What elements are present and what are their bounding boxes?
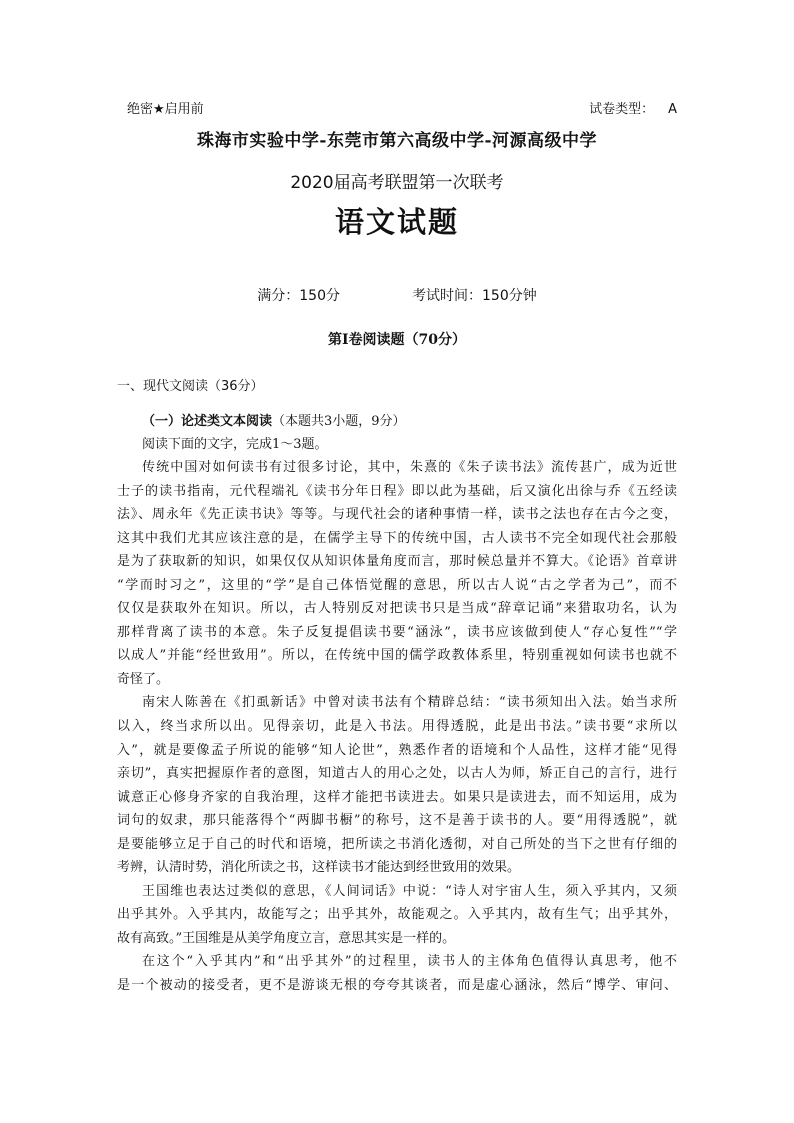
text-line: 那样背离了读书的本意。朱子反复提倡读书要“涵泳”，读书应该做到使人“存心复性”“学 — [117, 624, 677, 640]
subsection-heading — [142, 410, 406, 429]
reading-passage — [117, 456, 677, 998]
page-header — [127, 98, 677, 118]
text-line: 南宋人陈善在《扪虱新话》中曾对读书法有个精辟总结：“读书须知出入法。始当求所 — [142, 695, 677, 711]
full-marks: 满分：150分 — [257, 288, 340, 304]
text-line: 考辨，认清时势，消化所读之书，这样读书才能达到经世致用的效果。 — [117, 860, 521, 876]
text-line: 是一个被动的接受者，更不是游谈无根的夸夸其谈者，而是虚心涵泳，然后“博学、审问、 — [117, 978, 677, 994]
text-line: 是为了获取新的知识，如果仅仅从知识体量角度而言，那时候总量并不算大。《论语》首章讲 — [117, 554, 677, 570]
text-line: 词句的奴隶，那只能落得个“两脚书橱”的称号，这不是善于读书的人。要“用得透脱”，就 — [117, 813, 677, 829]
text-line: 仅仅是获取外在知识。所以，古人特别反对把读书只是当成“辞章记诵”来猎取功名，认为 — [117, 601, 677, 617]
text-line: 诚意正心修身齐家的自我治理，这样才能把书读进去。如果只是读进去，而不知运用，成为 — [117, 789, 677, 805]
text-line: 王国维也表达过类似的意思，《人间词话》中说：“诗人对宇宙人生，须入乎其内，又须 — [142, 883, 677, 899]
paper-type — [589, 98, 677, 117]
text-line: 出乎其外。入乎其内，故能写之；出乎其外，故能观之。入乎其内，故有生气；出乎其外， — [117, 907, 677, 923]
text-line: 亲切”，真实把握原作者的意图，知道古人的用心之处，以古人为师，矫正自己的言行，进行 — [117, 766, 677, 782]
instruction: 阅读下面的文字，完成1～3题。 — [142, 437, 328, 452]
text-line: 法》、周永年《先正读书诀》等等。与现代社会的诸种事情一样，读书之法也存在古今之变， — [117, 507, 677, 523]
subsection-title: （一）论述类文本阅读 — [142, 414, 273, 429]
score-info — [0, 285, 794, 305]
page-title: 语文试题 — [334, 205, 459, 239]
subsection-note: （本题共3小题，9分） — [272, 414, 406, 429]
exam-name: 2020届高考联盟第一次联考 — [290, 173, 504, 193]
confidential-label: 绝密★启用前 — [127, 102, 204, 117]
text-line: 是要能够立足于自己的时代和语境，把所读之书消化透彻，对自己所处的当下之世有仔细的 — [117, 836, 677, 852]
text-line: 故有高致。”王国维是从美学角度立言，意思其实是一样的。 — [117, 930, 456, 946]
text-line: 以成人”并能“经世致用”。所以，在传统中国的儒学政教体系里，特别重视如何读书也就不 — [117, 648, 677, 664]
exam-time: 考试时间：150分钟 — [412, 288, 537, 304]
text-line: 奇怪了。 — [117, 671, 170, 687]
section-title: 一、现代文阅读（36分） — [117, 379, 264, 394]
text-line: 士子的读书指南，元代程端礼《读书分年日程》即以此为基础，后又演化出徐与乔《五经读 — [117, 483, 677, 499]
text-line: 传统中国对如何读书有过很多讨论，其中，朱熹的《朱子读书法》流传甚广，成为近世 — [142, 460, 677, 475]
text-line: 这其中我们尤其应该注意的是，在儒学主导下的传统中国，古人读书不完全如现代社会那般 — [117, 530, 677, 546]
text-line: “学而时习之”，这里的“学”是自己体悟觉醒的意思，所以古人说“古之学者为己”，而不 — [117, 577, 677, 593]
school-names: 珠海市实验中学-东莞市第六高级中学-河源高级中学 — [196, 131, 598, 151]
text-line: 入”，就是要像孟子所说的能够“知人论世”，熟悉作者的语境和个人品性，这样才能“见得 — [117, 742, 677, 758]
paper-type-label: 试卷类型： — [589, 102, 655, 117]
part-title: 第Ⅰ卷阅读题（70分） — [327, 332, 467, 348]
paper-type-value: A — [668, 102, 677, 117]
text-line: 以入，终当求所以出。见得亲切，此是入书法。用得透脱，此是出书法。”读书要“求所以 — [117, 719, 677, 735]
text-line: 在这个“入乎其内”和“出乎其外”的过程里，读书人的主体角色值得认真思考，他不 — [142, 954, 677, 970]
